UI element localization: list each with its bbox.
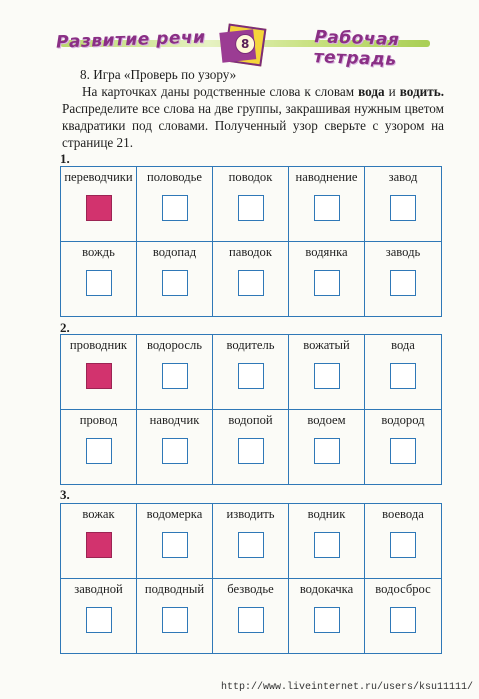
- word-label: водопой: [228, 412, 273, 427]
- word-label: водопад: [152, 244, 197, 259]
- word-label: водянка: [305, 244, 348, 259]
- word-label: провод: [79, 412, 118, 427]
- task-keyword-2: водить.: [399, 84, 444, 99]
- task-text-part: На карточках даны родственные слова к словам: [82, 84, 359, 99]
- empty-checkbox[interactable]: [314, 195, 340, 221]
- empty-checkbox[interactable]: [390, 363, 416, 389]
- word-label: воевода: [382, 507, 424, 521]
- empty-checkbox[interactable]: [238, 438, 264, 464]
- word-grid-3: [60, 503, 442, 654]
- empty-checkbox[interactable]: [162, 363, 188, 389]
- group-label: 3.: [60, 487, 70, 502]
- word-label: водомерка: [146, 507, 203, 521]
- word-grid-1: [60, 166, 442, 317]
- page-number: 8: [235, 34, 255, 54]
- task-text-part: и: [384, 84, 400, 99]
- word-label: водосброс: [375, 581, 431, 596]
- word-label: водород: [381, 412, 425, 427]
- task-block: [62, 66, 444, 151]
- word-label: завод: [388, 170, 418, 184]
- empty-checkbox[interactable]: [162, 438, 188, 464]
- empty-checkbox[interactable]: [162, 195, 188, 221]
- word-card: [365, 167, 441, 242]
- word-card: [213, 504, 289, 579]
- page-number-badge: [224, 24, 267, 67]
- word-label: водитель: [226, 338, 275, 352]
- task-text-part: Распределите все слова на две группы, закрашивая нужным цветом квадратики под словами. Полученный узор сверьте с узором на странице 21.: [62, 101, 444, 150]
- word-label: изводить: [226, 507, 275, 521]
- empty-checkbox[interactable]: [238, 363, 264, 389]
- word-card: [137, 242, 213, 317]
- empty-checkbox[interactable]: [162, 532, 188, 558]
- word-label: вода: [391, 338, 415, 352]
- word-card: [213, 410, 289, 485]
- filled-checkbox[interactable]: [86, 363, 112, 389]
- group-label: 2.: [60, 320, 70, 335]
- source-url: http://www.liveinternet.ru/users/ksu11111/: [220, 682, 473, 693]
- empty-checkbox[interactable]: [86, 607, 112, 633]
- empty-checkbox[interactable]: [390, 438, 416, 464]
- word-label: вождь: [82, 244, 115, 259]
- empty-checkbox[interactable]: [86, 438, 112, 464]
- word-label: заводной: [74, 581, 123, 596]
- header-left-title: Развитие речи: [55, 27, 206, 53]
- empty-checkbox[interactable]: [238, 195, 264, 221]
- empty-checkbox[interactable]: [314, 532, 340, 558]
- empty-checkbox[interactable]: [314, 270, 340, 296]
- empty-checkbox[interactable]: [238, 607, 264, 633]
- word-card: [289, 167, 365, 242]
- word-card: [213, 335, 289, 410]
- word-card: [61, 579, 137, 654]
- word-card: [289, 410, 365, 485]
- word-label: наводчик: [149, 412, 200, 427]
- word-label: заводь: [385, 244, 421, 259]
- empty-checkbox[interactable]: [390, 607, 416, 633]
- word-label: водокачка: [299, 581, 354, 596]
- word-grid-2: [60, 334, 442, 485]
- empty-checkbox[interactable]: [314, 363, 340, 389]
- empty-checkbox[interactable]: [238, 270, 264, 296]
- word-card: [213, 167, 289, 242]
- word-card: [289, 504, 365, 579]
- word-card: [365, 579, 441, 654]
- word-card: [137, 167, 213, 242]
- word-card: [289, 579, 365, 654]
- empty-checkbox[interactable]: [162, 607, 188, 633]
- word-label: поводок: [228, 170, 273, 184]
- word-card: [213, 242, 289, 317]
- word-card: [137, 579, 213, 654]
- word-card: [365, 504, 441, 579]
- word-card: [137, 335, 213, 410]
- task-title: 8. Игра «Проверь по узору»: [80, 67, 237, 82]
- word-label: водоросль: [146, 338, 203, 352]
- page-header: [0, 0, 479, 70]
- word-label: подводный: [144, 581, 205, 596]
- word-card: [365, 410, 441, 485]
- word-card: [61, 335, 137, 410]
- empty-checkbox[interactable]: [162, 270, 188, 296]
- group-label: 1.: [60, 151, 70, 166]
- word-card: [61, 242, 137, 317]
- word-label: наводнение: [295, 170, 358, 184]
- word-label: вожатый: [303, 338, 350, 352]
- word-label: паводок: [229, 244, 272, 259]
- word-card: [61, 167, 137, 242]
- empty-checkbox[interactable]: [390, 270, 416, 296]
- filled-checkbox[interactable]: [86, 532, 112, 558]
- empty-checkbox[interactable]: [314, 607, 340, 633]
- empty-checkbox[interactable]: [314, 438, 340, 464]
- empty-checkbox[interactable]: [238, 532, 264, 558]
- word-card: [61, 410, 137, 485]
- word-card: [289, 242, 365, 317]
- word-label: водник: [307, 507, 346, 521]
- word-label: переводчики: [64, 170, 133, 184]
- word-card: [137, 410, 213, 485]
- word-label: половодье: [147, 170, 202, 184]
- word-label: водоем: [307, 412, 346, 427]
- task-text: [62, 83, 444, 151]
- word-card: [365, 335, 441, 410]
- header-right-title: Рабочая тетрадь: [313, 27, 400, 71]
- word-label: проводник: [69, 338, 128, 352]
- word-label: безводье: [227, 581, 274, 596]
- filled-checkbox[interactable]: [86, 195, 112, 221]
- task-keyword-1: вода: [358, 84, 385, 99]
- empty-checkbox[interactable]: [390, 532, 416, 558]
- word-card: [289, 335, 365, 410]
- word-label: вожак: [82, 507, 115, 521]
- empty-checkbox[interactable]: [86, 270, 112, 296]
- word-card: [137, 504, 213, 579]
- word-card: [213, 579, 289, 654]
- word-card: [365, 242, 441, 317]
- word-card: [61, 504, 137, 579]
- empty-checkbox[interactable]: [390, 195, 416, 221]
